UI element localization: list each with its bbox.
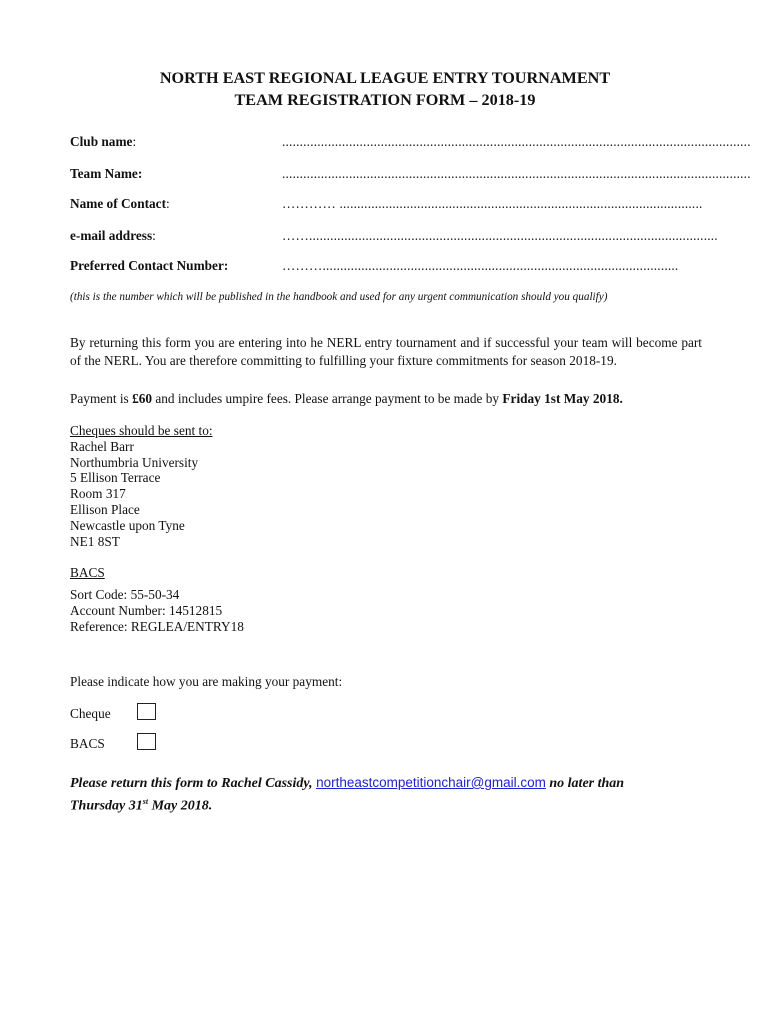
title-line-1: NORTH EAST REGIONAL LEAGUE ENTRY TOURNAMENT (159, 69, 611, 87)
field-input-line[interactable]: ..................................................................................................................................... (282, 134, 751, 149)
payment-method-prompt: Please indicate how you are making your payment: (70, 674, 343, 689)
payment-amount: £60 (132, 391, 153, 406)
field-club-name[interactable] (70, 134, 751, 154)
field-email-address[interactable] (70, 228, 718, 248)
contact-number-note: (this is the number which will be published in the handbook and used for any urgent communication should you qualify) (70, 291, 608, 303)
field-label: Preferred Contact Number: (70, 258, 229, 273)
bacs-label: BACS (70, 736, 105, 751)
field-team-name[interactable] (70, 166, 751, 186)
bacs-details (70, 587, 244, 634)
reference: Reference: REGLEA/ENTRY18 (70, 618, 244, 634)
return-instructions: Please return this form to Rachel Cassidy, northeastcompetitionchair@gmail.com no later than Thursday 31st May 2018. (70, 775, 625, 814)
field-preferred-contact-number[interactable] (70, 258, 700, 278)
field-input-line[interactable]: ………… ....................................................................................................... (282, 196, 703, 211)
field-label: Team Name: (70, 166, 143, 181)
address-line: Newcastle upon Tyne (70, 517, 185, 533)
cheque-address-block (70, 423, 213, 549)
field-label: Name of Contact: (70, 196, 170, 211)
bacs-heading-block (70, 565, 105, 581)
field-label: Club name: (70, 134, 137, 149)
field-input-line[interactable]: ………..................................................................................................... (282, 258, 679, 273)
form-title (0, 67, 770, 111)
cheques-heading: Cheques should be sent to: (70, 423, 213, 438)
field-input-line[interactable]: ..................................................................................................................................... (282, 166, 751, 181)
field-input-line[interactable]: …….................................................................................................................... (282, 228, 718, 243)
intro-paragraph: By returning this form you are entering into he NERL entry tournament and if successful your team will become part of the NERL. You are therefore committing to fulfilling your fixture commitments for season 2018-19. (70, 335, 702, 368)
email-link[interactable]: northeastcompetitionchair@gmail.com (316, 775, 546, 790)
sort-code: Sort Code: 55-50-34 (70, 587, 180, 602)
address-line: 5 Ellison Terrace (70, 470, 161, 486)
address-line: Room 317 (70, 486, 126, 502)
field-name-of-contact[interactable] (70, 196, 703, 216)
payment-deadline: Friday 1st May 2018. (502, 391, 623, 406)
address-line: NE1 8ST (70, 533, 120, 549)
cheque-checkbox[interactable] (137, 703, 156, 720)
account-number: Account Number: 14512815 (70, 602, 223, 618)
title-line-2: TEAM REGISTRATION FORM – 2018-19 (234, 91, 536, 109)
address-line: Rachel Barr (70, 438, 134, 454)
bacs-checkbox[interactable] (137, 733, 156, 750)
address-line: Ellison Place (70, 501, 140, 517)
payment-paragraph: Payment is £60 and includes umpire fees. Please arrange payment to be made by Friday 1st May 2018. (70, 391, 623, 406)
address-line: Northumbria University (70, 454, 199, 470)
field-label: e-mail address: (70, 228, 156, 243)
cheque-label: Cheque (70, 706, 111, 721)
bacs-heading: BACS (70, 565, 105, 580)
